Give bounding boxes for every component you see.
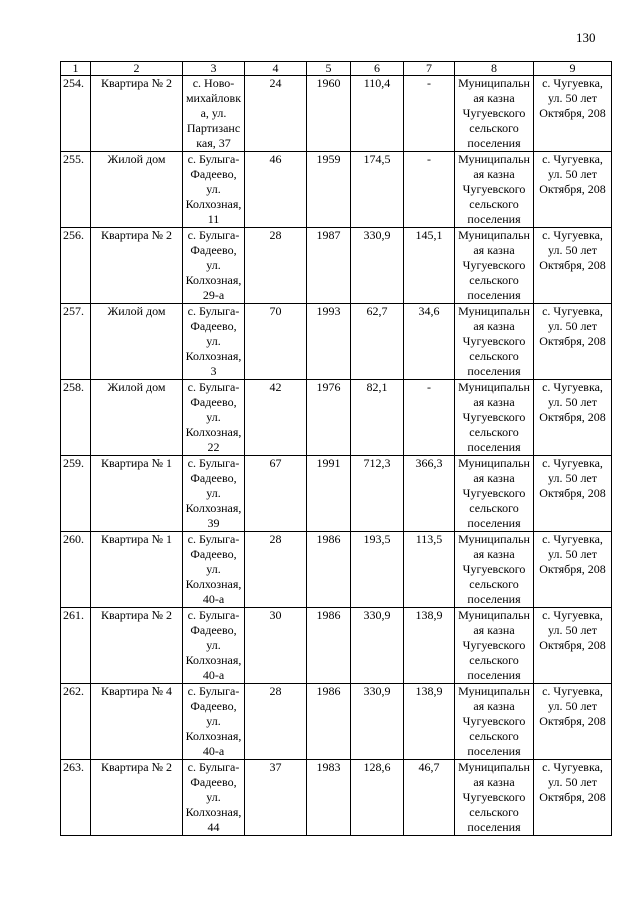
column-header: 7 (404, 62, 455, 76)
cell-owner: Муниципальная казна Чугуевского сельского поселения (455, 608, 534, 684)
column-header: 8 (455, 62, 534, 76)
column-header: 5 (307, 62, 351, 76)
cell-row-number: 256. (61, 228, 91, 304)
cell-year-built: 1987 (307, 228, 351, 304)
cell-object-name: Жилой дом (91, 304, 183, 380)
cell-row-number: 257. (61, 304, 91, 380)
cell-owner: Муниципальная казна Чугуевского сельского поселения (455, 456, 534, 532)
cell-residual-value: 34,6 (404, 304, 455, 380)
cell-residual-value: - (404, 380, 455, 456)
column-header: 3 (183, 62, 245, 76)
table-row (61, 304, 612, 380)
cell-object-name: Квартира № 1 (91, 456, 183, 532)
cell-holder-address: с. Чугуевка, ул. 50 лет Октября, 208 (534, 760, 612, 836)
cell-inventory-number: 28 (245, 532, 307, 608)
cell-residual-value: 138,9 (404, 608, 455, 684)
cell-object-name: Квартира № 4 (91, 684, 183, 760)
cell-book-value: 128,6 (351, 760, 404, 836)
cell-inventory-number: 37 (245, 760, 307, 836)
cell-book-value: 110,4 (351, 76, 404, 152)
column-header: 9 (534, 62, 612, 76)
table-row (61, 684, 612, 760)
cell-row-number: 261. (61, 608, 91, 684)
cell-object-name: Жилой дом (91, 152, 183, 228)
cell-inventory-number: 30 (245, 608, 307, 684)
cell-object-address: с. Булыга-Фадеево, ул. Колхозная, 22 (183, 380, 245, 456)
table-row (61, 760, 612, 836)
table-row (61, 456, 612, 532)
cell-residual-value: 145,1 (404, 228, 455, 304)
cell-row-number: 258. (61, 380, 91, 456)
cell-holder-address: с. Чугуевка, ул. 50 лет Октября, 208 (534, 76, 612, 152)
cell-book-value: 330,9 (351, 684, 404, 760)
cell-year-built: 1983 (307, 760, 351, 836)
cell-object-name: Квартира № 2 (91, 228, 183, 304)
cell-holder-address: с. Чугуевка, ул. 50 лет Октября, 208 (534, 304, 612, 380)
cell-residual-value: 138,9 (404, 684, 455, 760)
cell-object-address: с. Булыга-Фадеево, ул. Колхозная, 29-а (183, 228, 245, 304)
cell-object-address: с. Булыга-Фадеево, ул. Колхозная, 40-а (183, 532, 245, 608)
cell-residual-value: - (404, 152, 455, 228)
cell-owner: Муниципальная казна Чугуевского сельского поселения (455, 380, 534, 456)
cell-row-number: 254. (61, 76, 91, 152)
cell-inventory-number: 70 (245, 304, 307, 380)
cell-book-value: 174,5 (351, 152, 404, 228)
cell-residual-value: - (404, 76, 455, 152)
cell-owner: Муниципальная казна Чугуевского сельского поселения (455, 760, 534, 836)
cell-year-built: 1986 (307, 608, 351, 684)
cell-object-address: с. Булыга-Фадеево, ул. Колхозная, 40-а (183, 608, 245, 684)
cell-row-number: 263. (61, 760, 91, 836)
table-row (61, 228, 612, 304)
cell-year-built: 1993 (307, 304, 351, 380)
cell-owner: Муниципальная казна Чугуевского сельского поселения (455, 532, 534, 608)
cell-book-value: 193,5 (351, 532, 404, 608)
cell-holder-address: с. Чугуевка, ул. 50 лет Октября, 208 (534, 152, 612, 228)
table-row (61, 76, 612, 152)
column-header: 1 (61, 62, 91, 76)
cell-holder-address: с. Чугуевка, ул. 50 лет Октября, 208 (534, 608, 612, 684)
cell-holder-address: с. Чугуевка, ул. 50 лет Октября, 208 (534, 380, 612, 456)
cell-owner: Муниципальная казна Чугуевского сельского поселения (455, 684, 534, 760)
cell-owner: Муниципальная казна Чугуевского сельского поселения (455, 304, 534, 380)
cell-inventory-number: 24 (245, 76, 307, 152)
cell-object-address: с. Ново-михайловка, ул. Партизанская, 37 (183, 76, 245, 152)
cell-row-number: 260. (61, 532, 91, 608)
cell-book-value: 330,9 (351, 608, 404, 684)
table-row (61, 532, 612, 608)
table-row (61, 152, 612, 228)
cell-inventory-number: 67 (245, 456, 307, 532)
property-registry-table (60, 61, 612, 836)
cell-book-value: 712,3 (351, 456, 404, 532)
cell-holder-address: с. Чугуевка, ул. 50 лет Октября, 208 (534, 532, 612, 608)
cell-residual-value: 46,7 (404, 760, 455, 836)
cell-row-number: 255. (61, 152, 91, 228)
cell-year-built: 1986 (307, 532, 351, 608)
cell-residual-value: 113,5 (404, 532, 455, 608)
cell-year-built: 1976 (307, 380, 351, 456)
cell-year-built: 1991 (307, 456, 351, 532)
cell-holder-address: с. Чугуевка, ул. 50 лет Октября, 208 (534, 228, 612, 304)
table-row (61, 608, 612, 684)
cell-object-name: Квартира № 1 (91, 532, 183, 608)
cell-inventory-number: 28 (245, 228, 307, 304)
cell-year-built: 1959 (307, 152, 351, 228)
cell-year-built: 1986 (307, 684, 351, 760)
cell-owner: Муниципальная казна Чугуевского сельского поселения (455, 152, 534, 228)
cell-object-address: с. Булыга-Фадеево, ул. Колхозная, 44 (183, 760, 245, 836)
cell-inventory-number: 28 (245, 684, 307, 760)
cell-row-number: 262. (61, 684, 91, 760)
cell-book-value: 82,1 (351, 380, 404, 456)
cell-inventory-number: 46 (245, 152, 307, 228)
cell-book-value: 330,9 (351, 228, 404, 304)
table-header-row (61, 62, 612, 76)
cell-row-number: 259. (61, 456, 91, 532)
cell-residual-value: 366,3 (404, 456, 455, 532)
cell-holder-address: с. Чугуевка, ул. 50 лет Октября, 208 (534, 456, 612, 532)
cell-object-address: с. Булыга-Фадеево, ул. Колхозная, 11 (183, 152, 245, 228)
cell-owner: Муниципальная казна Чугуевского сельского поселения (455, 76, 534, 152)
cell-book-value: 62,7 (351, 304, 404, 380)
cell-object-address: с. Булыга-Фадеево, ул. Колхозная, 3 (183, 304, 245, 380)
cell-object-name: Квартира № 2 (91, 76, 183, 152)
cell-inventory-number: 42 (245, 380, 307, 456)
cell-object-address: с. Булыга-Фадеево, ул. Колхозная, 39 (183, 456, 245, 532)
column-header: 6 (351, 62, 404, 76)
column-header: 2 (91, 62, 183, 76)
cell-object-name: Жилой дом (91, 380, 183, 456)
cell-year-built: 1960 (307, 76, 351, 152)
cell-object-address: с. Булыга-Фадеево, ул. Колхозная, 40-а (183, 684, 245, 760)
cell-holder-address: с. Чугуевка, ул. 50 лет Октября, 208 (534, 684, 612, 760)
column-header: 4 (245, 62, 307, 76)
cell-object-name: Квартира № 2 (91, 760, 183, 836)
cell-object-name: Квартира № 2 (91, 608, 183, 684)
page-number: 130 (576, 30, 596, 45)
table-row (61, 380, 612, 456)
cell-owner: Муниципальная казна Чугуевского сельского поселения (455, 228, 534, 304)
